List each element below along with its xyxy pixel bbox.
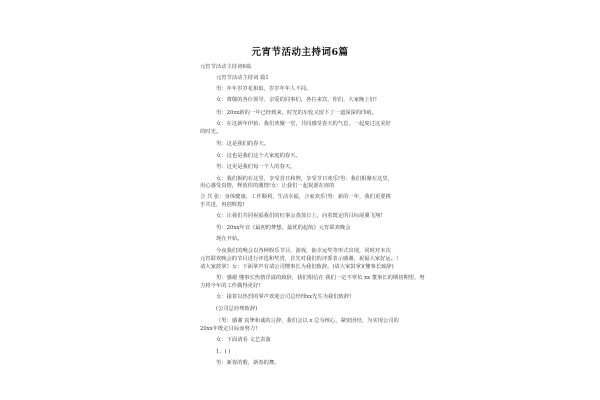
section-heading: 元宵节活动主持词 篇1: [216, 75, 269, 81]
text-line: 合 共 张：身体健康，工作顺利，生活幸福，合家欢乐!男：新的一年，我们更要携: [200, 194, 391, 200]
text-line: 请大家鼓掌）女：下面掌声有请公司懂事长为我们致辞。(请大家鼓掌)(懂事长致辞): [200, 264, 394, 270]
text-line: 力将今年的工作做得更好!: [200, 283, 261, 289]
text-line: 女：接着以热烈的掌声欢迎公司总经理xx先生为我们致辞!: [216, 294, 352, 300]
text-line: 手共进，再创辉煌!: [200, 202, 245, 208]
text-line: 女：这也是我们这个大家庭的春天。: [216, 153, 301, 159]
text-line: 男：20xx新的一年已经到来，时光的车轮又留下了一道深深的印痕。: [216, 110, 378, 116]
text-line: 元宵联欢晚会的节目进行评选和奖赏，首先对我们的评委表示感谢，祝福大家好运。（: [200, 256, 399, 262]
text-line: 女：尊敬的各位领导、亲爱的同事们，各位来宾，你们，大家晚上好!: [216, 97, 378, 103]
text-line: 男：新春的歌，新春的舞。: [216, 360, 280, 366]
page-title: 元宵节活动主持词6篇: [251, 47, 349, 58]
text-line: 女：在这新年伊始，我们欢聚一堂，共同感受春天的气息，一起度过这美好: [216, 121, 391, 127]
text-line: 1、( ): [216, 349, 231, 355]
text-line: 20xx年既定目标而努力!: [200, 326, 258, 332]
text-line: 男：年年岁岁花相似，岁岁年年人不同。: [216, 86, 312, 92]
text-line: 女：下面请看 文艺表演: [216, 337, 271, 343]
text-line: 男：20xx年宜《最初的梦想，最优的起航》元宵联欢晚会: [216, 225, 351, 231]
text-line: 现在开始。: [216, 236, 243, 242]
text-line: 男：感谢 懂事长热情洋溢的致辞，我们相信在 我们一定不辜负 xx 董事长的期切期望，努: [216, 275, 425, 281]
text-line: 女：让我们共同祝福我们的红事会蒸蒸日上，向着既定的目标展翼飞翔!: [216, 213, 383, 219]
text-line: 女：我们相约在这里，享受昔日和煦，享受节日欢乐!男：我们相聚在这里，: [216, 176, 393, 182]
text-line: 男：这更是我们每一个人的春天。: [216, 164, 296, 170]
text-line: 男：这是我们的春天。: [216, 141, 269, 147]
text-line: 今夜我们的晚会以各种娱乐节目，游戏，抽幸运奖等形式出现，同时对本次: [216, 248, 391, 254]
text-line: 的时光。: [200, 129, 222, 135]
text-line: （男：感谢 真挚和诚的言辞，我们会以 x 总为核心，紧密团结，为实现公司的: [216, 318, 399, 324]
subtitle: 元宵节活动主持词6篇: [200, 64, 252, 70]
text-line: (公司总经理致辞): [216, 306, 258, 312]
text-line: 用心感受真情，释放你的激情!女：让我们一起祝愿在座的: [200, 183, 335, 189]
